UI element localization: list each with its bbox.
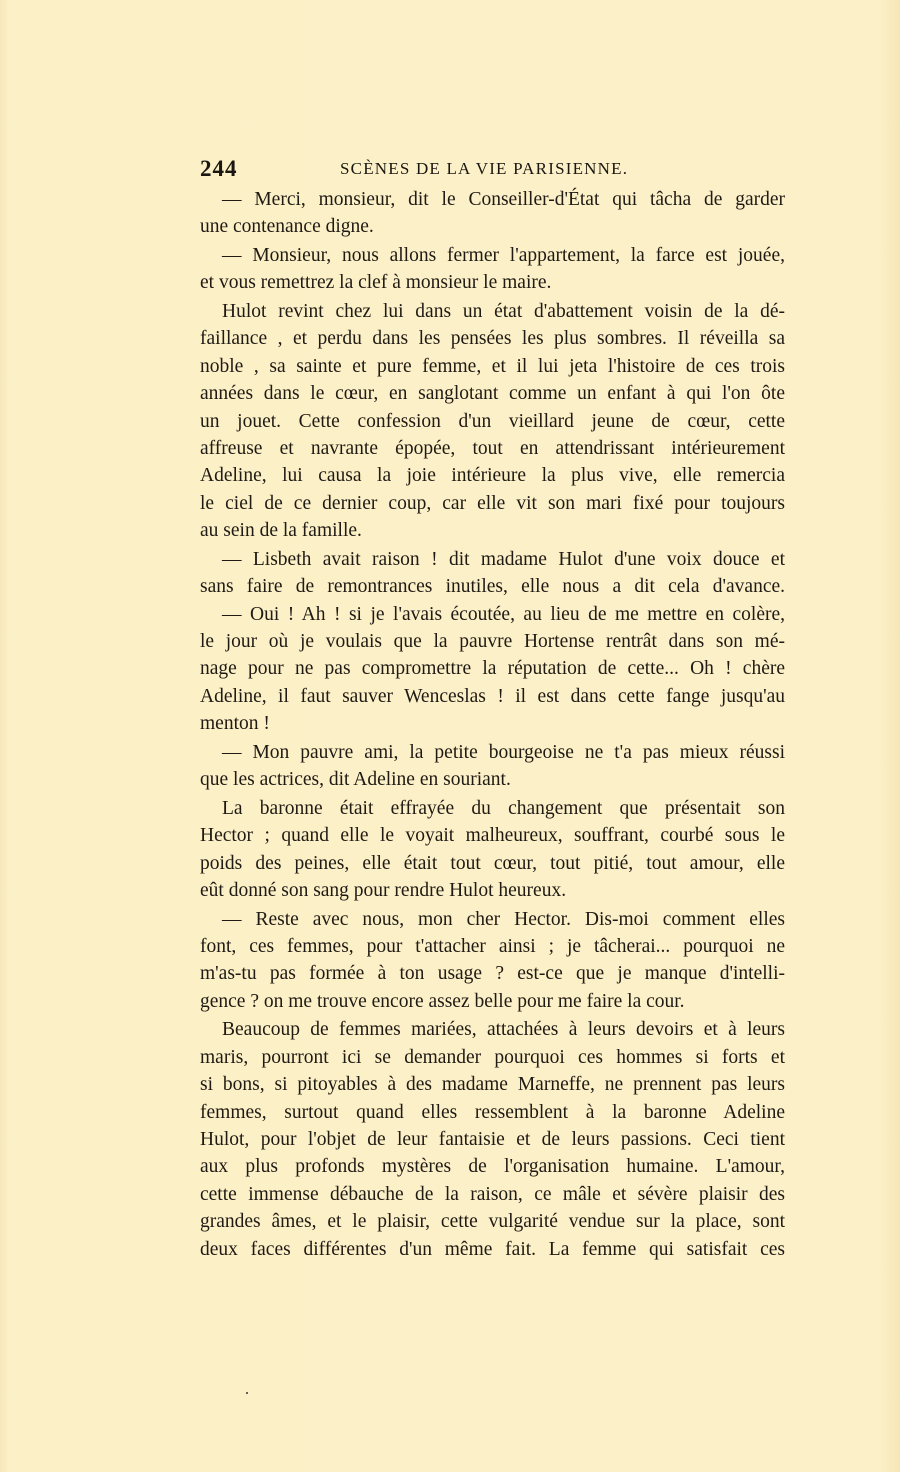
text-line: que les actrices, dit Adeline en souriant. xyxy=(200,769,511,791)
text-line: eût donné son sang pour rendre Hulot heureux. xyxy=(200,880,567,901)
text-line: deux faces différentes d'un même fait. La femme qui satisfait ces xyxy=(200,1238,785,1260)
text-line: le ciel de ce dernier coup, car elle vit son mari fixé pour toujours xyxy=(200,492,785,514)
text-line: — Monsieur, nous allons fermer l'appartement, la farce est jouée, xyxy=(222,245,785,266)
text-line: Adeline, il faut sauver Wenceslas ! il est dans cette fange jusqu'au xyxy=(200,685,785,707)
text-line: menton ! xyxy=(200,713,270,735)
text-line: une contenance digne. xyxy=(200,216,374,238)
text-line: m'as-tu pas formée à ton usage ? est-ce que je manque d'intelli- xyxy=(200,963,785,985)
text-line: un jouet. Cette confession d'un vieillard jeune de cœur, cette xyxy=(200,410,785,432)
text-line: La baronne était effrayée du changement que présentait son xyxy=(222,797,785,819)
running-title: SCÈNES DE LA VIE PARISIENNE. xyxy=(340,159,629,178)
text-line: Hulot, pour l'objet de leur fantaisie et de leurs passions. Ceci tient xyxy=(200,1129,785,1150)
text-line: nage pour ne pas compromettre la réputation de cette... Oh ! chère xyxy=(200,658,785,680)
text-line: — Merci, monsieur, dit le Conseiller-d'État qui tâcha de garder xyxy=(222,189,785,210)
text-line: sans faire de remontrances inutiles, elle nous a dit cela d'avance. xyxy=(200,576,785,598)
text-line: années dans le cœur, en sanglotant comme un enfant à qui l'on ôte xyxy=(200,383,785,405)
text-line: faillance , et perdu dans les pensées les plus sombres. Il réveilla sa xyxy=(200,328,785,350)
text-line: — Mon pauvre ami, la petite bourgeoise ne t'a pas mieux réussi xyxy=(222,741,785,763)
text-line: — Oui ! Ah ! si je l'avais écoutée, au lieu de me mettre en colère, xyxy=(222,603,785,625)
text-line: aux plus profonds mystères de l'organisation humaine. L'amour, xyxy=(200,1156,785,1178)
text-line: — Reste avec nous, mon cher Hector. Dis-moi comment elles xyxy=(222,908,785,930)
text-line: cette immense débauche de la raison, ce mâle et sévère plaisir des xyxy=(200,1183,785,1205)
text-line: au sein de la famille. xyxy=(200,520,362,542)
running-head xyxy=(200,156,800,184)
text-line: Beaucoup de femmes mariées, attachées à leurs devoirs et à leurs xyxy=(222,1019,785,1041)
text-line: et vous remettrez la clef à monsieur le maire. xyxy=(200,272,552,294)
text-line: gence ? on me trouve encore assez belle pour me faire la cour. xyxy=(200,990,685,1012)
text-line: le jour où je voulais que la pauvre Hortense rentrât dans son mé- xyxy=(200,631,785,652)
text-line: affreuse et navrante épopée, tout en attendrissant intérieurement xyxy=(200,438,785,459)
text-line: femmes, surtout quand elles ressemblent à la baronne Adeline xyxy=(200,1101,785,1123)
page-number: 244 xyxy=(200,156,238,181)
text-line: si bons, si pitoyables à des madame Marneffe, ne prennent pas leurs xyxy=(200,1074,785,1096)
text-line: noble , sa sainte et pure femme, et il lui jeta l'histoire de ces trois xyxy=(200,355,785,377)
text-line: Adeline, lui causa la joie intérieure la plus vive, elle remercia xyxy=(200,465,785,487)
text-line: maris, pourront ici se demander pourquoi ces hommes si forts et xyxy=(200,1046,785,1068)
text-line: Hector ; quand elle le voyait malheureux, souffrant, courbé sous le xyxy=(200,825,785,847)
text-line: Hulot revint chez lui dans un état d'abattement voisin de la dé- xyxy=(222,301,785,322)
text-line: — Lisbeth avait raison ! dit madame Hulot d'une voix douce et xyxy=(222,548,785,570)
paper-speck xyxy=(246,1392,248,1394)
text-line: poids des peines, elle était tout cœur, tout pitié, tout amour, elle xyxy=(200,852,785,874)
text-line: grandes âmes, et le plaisir, cette vulgarité vendue sur la place, sont xyxy=(200,1211,785,1233)
text-line: font, ces femmes, pour t'attacher ainsi ; je tâcherai... pourquoi ne xyxy=(200,936,785,957)
